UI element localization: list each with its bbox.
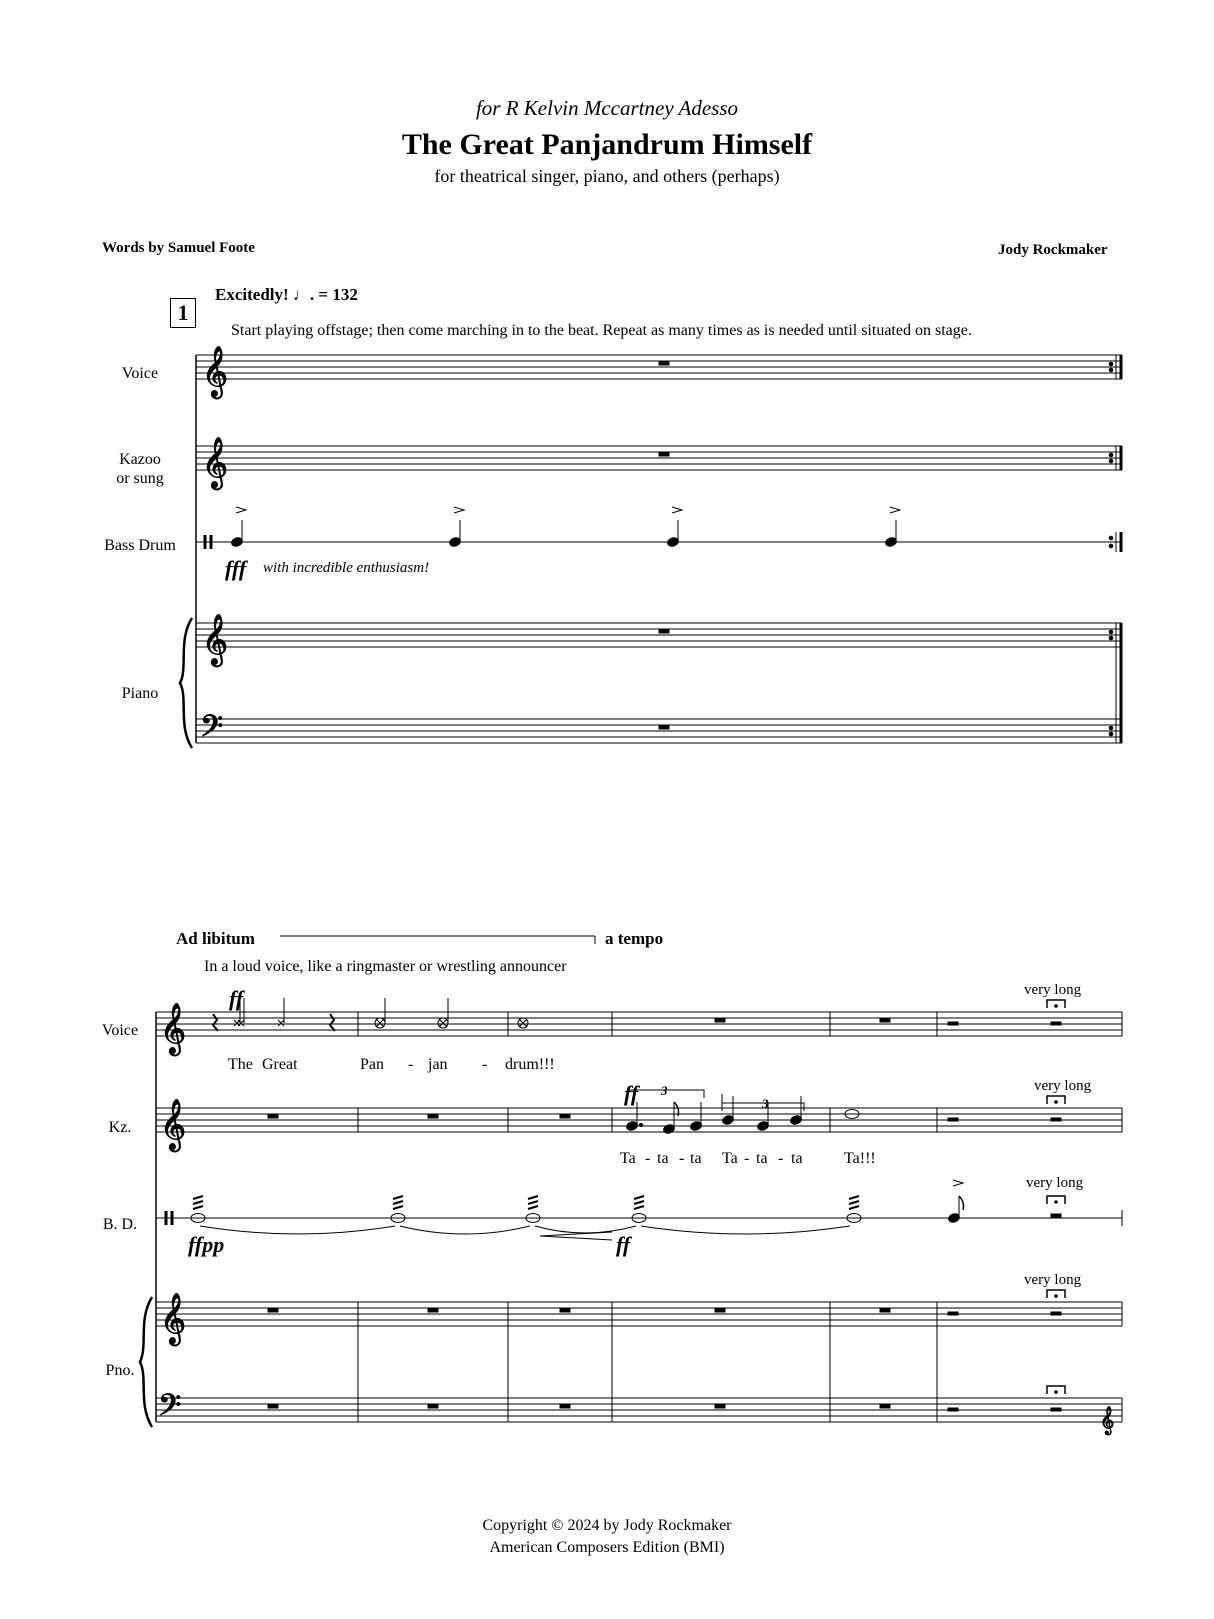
treble-clef-icon: 𝄞 — [160, 1099, 187, 1150]
instrument-label-voice: Voice — [121, 365, 159, 382]
composer-credit: Jody Rockmaker — [998, 242, 1108, 258]
kazoo-dynamic-ff: ff — [624, 1081, 639, 1106]
kazoo-staff — [196, 446, 1122, 470]
kazoo-syllable: Ta — [722, 1150, 738, 1167]
kazoo-syllable: ta — [690, 1150, 702, 1167]
kazoo-hyphen: - — [778, 1150, 784, 1167]
treble-clef-icon: 𝄞 — [202, 614, 229, 665]
system2-staves — [156, 1012, 1122, 1422]
instrument-label-voice-2: Voice — [101, 1022, 139, 1039]
lyric-hyphen: - — [408, 1056, 414, 1073]
page-title: The Great Panjandrum Himself — [401, 128, 813, 161]
performance-instruction: Start playing offstage; then come marching in to the beat. Repeat as many times as is needed until situated on stage. — [231, 322, 972, 339]
kazoo-label-line2: or sung — [116, 470, 164, 487]
kazoo-syllable: ta — [657, 1150, 669, 1167]
accent-marks — [236, 507, 900, 513]
kazoo-staff-2 — [156, 1108, 1122, 1132]
instrument-label-bass-drum-2: B. D. — [102, 1216, 138, 1233]
instrument-label-kazoo-2: Kz. — [108, 1119, 132, 1136]
kazoo-label-line1: Kazoo — [119, 451, 161, 468]
whole-rest — [659, 629, 669, 633]
fermata-text-voice: very long — [1024, 982, 1082, 998]
bass-drum-rolls — [191, 1214, 861, 1235]
instrument-label-piano-2: Pno. — [105, 1362, 135, 1379]
kazoo-syllable: Ta — [620, 1150, 636, 1167]
expression-text: with incredible enthusiasm! — [263, 560, 430, 576]
bass-drum-dynamic-ffpp: ffpp — [188, 1232, 225, 1257]
bass-drum-final — [947, 1180, 963, 1224]
treble-clef-icon: 𝄞 — [1100, 1406, 1115, 1434]
subtitle: for theatrical singer, piano, and others (perhaps) — [434, 166, 780, 186]
lyric-syllable: The — [228, 1056, 253, 1073]
fermata-icons — [1047, 1000, 1065, 1394]
rehearsal-mark: 1 — [170, 298, 196, 328]
voice-dynamic-ff: ff — [229, 986, 244, 1011]
voice-staff-2 — [156, 1012, 1122, 1036]
triplet-number: 3 — [661, 1083, 668, 1098]
tempo-text: Excitedly! — [215, 285, 289, 304]
voice-staff — [196, 355, 1122, 379]
piano-brace-2 — [140, 1297, 152, 1427]
instrument-label-piano: Piano — [121, 685, 159, 702]
whole-rest — [659, 725, 669, 729]
dedication: for R Kelvin Mccartney Adesso — [475, 96, 739, 120]
kazoo-hyphen: - — [679, 1150, 685, 1167]
quarter-rest — [330, 1014, 335, 1031]
piano-bass-staff-2 — [156, 1398, 1122, 1422]
dynamic-fff: fff — [225, 556, 247, 581]
bass-clef-icon: 𝄢 — [158, 1389, 182, 1430]
tempo-ad-libitum: Ad libitum — [176, 929, 255, 948]
bass-clef-icon: 𝄢 — [200, 710, 224, 751]
kazoo-syllable: ta — [756, 1150, 768, 1167]
lyric-syllable: jan — [428, 1056, 448, 1073]
lyric-syllable: drum!!! — [505, 1056, 555, 1073]
fermata-text-bass-drum: very long — [1026, 1175, 1084, 1191]
treble-clef-icon: 𝄞 — [202, 346, 229, 397]
treble-clef-icon: 𝄞 — [160, 1003, 187, 1054]
whole-rest — [659, 452, 669, 456]
system1-staves — [196, 355, 1122, 743]
lyricist-credit: Words by Samuel Foote — [102, 240, 255, 256]
triplet-number: 3 — [762, 1096, 769, 1111]
lyric-syllable: Pan — [360, 1056, 384, 1073]
tempo-value: ♩. = 132 — [292, 285, 358, 304]
piano-bass-staff — [196, 719, 1122, 743]
kazoo-hyphen: - — [744, 1150, 750, 1167]
lyric-syllable: Great — [262, 1056, 298, 1073]
system2-rests — [268, 1018, 1061, 1411]
fermata-text-piano: very long — [1024, 1272, 1082, 1288]
piano-treble-staff — [196, 623, 1122, 647]
treble-clef-icon: 𝄞 — [202, 437, 229, 488]
treble-clef-icon: 𝄞 — [160, 1293, 187, 1344]
kazoo-syllable: ta — [791, 1150, 803, 1167]
bass-drum-dynamic-ff: ff — [616, 1232, 631, 1257]
copyright: Copyright © 2024 by Jody Rockmaker — [482, 1517, 732, 1534]
bass-drum-notes — [230, 520, 897, 548]
tremolo-marks — [193, 1196, 859, 1209]
publisher: American Composers Edition (BMI) — [489, 1539, 725, 1556]
kazoo-hyphen: - — [645, 1150, 651, 1167]
fermata-text-kazoo: very long — [1034, 1078, 1092, 1094]
piano-brace — [180, 618, 192, 748]
kazoo-note-stems — [637, 1096, 801, 1126]
lyric-hyphen: - — [482, 1056, 488, 1073]
barlines — [358, 1012, 1122, 1422]
instrument-label-bass-drum: Bass Drum — [104, 537, 176, 554]
piano-treble-staff-2 — [156, 1302, 1122, 1326]
whole-rest — [659, 361, 669, 365]
quarter-rest — [213, 1014, 218, 1031]
voice-instruction: In a loud voice, like a ringmaster or wrestling announcer — [204, 958, 567, 975]
tempo-a-tempo: a tempo — [605, 929, 664, 948]
kazoo-syllable: Ta!!! — [844, 1150, 876, 1167]
